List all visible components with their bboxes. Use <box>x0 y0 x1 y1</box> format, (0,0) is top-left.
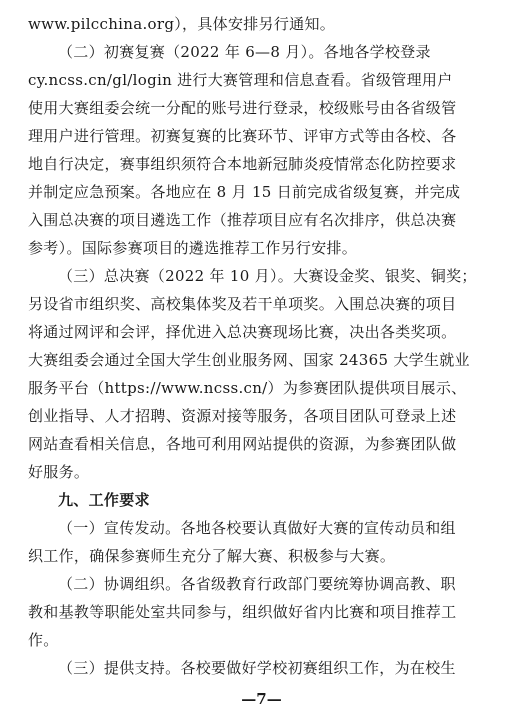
text-line: cy.ncss.cn/gl/login 进行大赛管理和信息查看。省级管理用户 <box>28 71 453 89</box>
text-line: 地自行决定，赛事组织须符合本地新冠肺炎疫情常态化防控要求 <box>28 155 457 173</box>
text-line: 并制定应急预案。各地应在 8 月 15 日前完成省级复赛，并完成 <box>28 183 461 201</box>
text-line: 参考）。国际参赛项目的遴选推荐工作另行安排。 <box>28 239 358 257</box>
text-line: 好服务。 <box>28 463 90 481</box>
text-line: 另设省市组织奖、高校集体奖及若干单项奖。入围总决赛的项目 <box>28 295 457 313</box>
text-line: 理用户进行管理。初赛复赛的比赛环节、评审方式等由各校、各 <box>28 127 457 145</box>
section-heading: 九、工作要求 <box>58 491 150 509</box>
text-line: 将通过网评和会评，择优进入总决赛现场比赛，决出各类奖项。 <box>28 323 457 341</box>
text-line: （二）初赛复赛（2022 年 6—8 月）。各地各学校登录 <box>58 43 431 61</box>
text-line: （二）协调组织。各省级教育行政部门要统筹协调高教、职 <box>58 575 456 593</box>
text-line: （三）提供支持。各校要做好学校初赛组织工作，为在校生 <box>58 659 456 677</box>
text-line: 作。 <box>28 631 59 649</box>
page-number: —7— <box>241 690 282 708</box>
text-line: 入围总决赛的项目遴选工作（推荐项目应有名次排序，供总决赛 <box>28 211 457 229</box>
text-line: 创业指导、人才招聘、资源对接等服务，各项目团队可登录上述 <box>28 407 457 425</box>
text-line: （三）总决赛（2022 年 10 月）。大赛设金奖、银奖、铜奖； <box>58 267 477 285</box>
text-line: 使用大赛组委会统一分配的账号进行登录，校级账号由各省级管 <box>28 99 457 117</box>
text-line: （一）宣传发动。各地各校要认真做好大赛的宣传动员和组 <box>58 519 456 537</box>
text-line: 教和基教等职能处室共同参与，组织做好省内比赛和项目推荐工 <box>28 603 457 621</box>
text-line: 服务平台（https://www.ncss.cn/）为参赛团队提供项目展示、 <box>28 379 467 397</box>
text-line: 大赛组委会通过全国大学生创业服务网、国家 24365 大学生就业 <box>28 351 470 369</box>
text-line: 织工作，确保参赛师生充分了解大赛、积极参与大赛。 <box>28 547 396 565</box>
text-line: www.pilcchina.org），具体安排另行通知。 <box>28 15 336 33</box>
text-line: 网站查看相关信息，各地可利用网站提供的资源，为参赛团队做 <box>28 435 457 453</box>
